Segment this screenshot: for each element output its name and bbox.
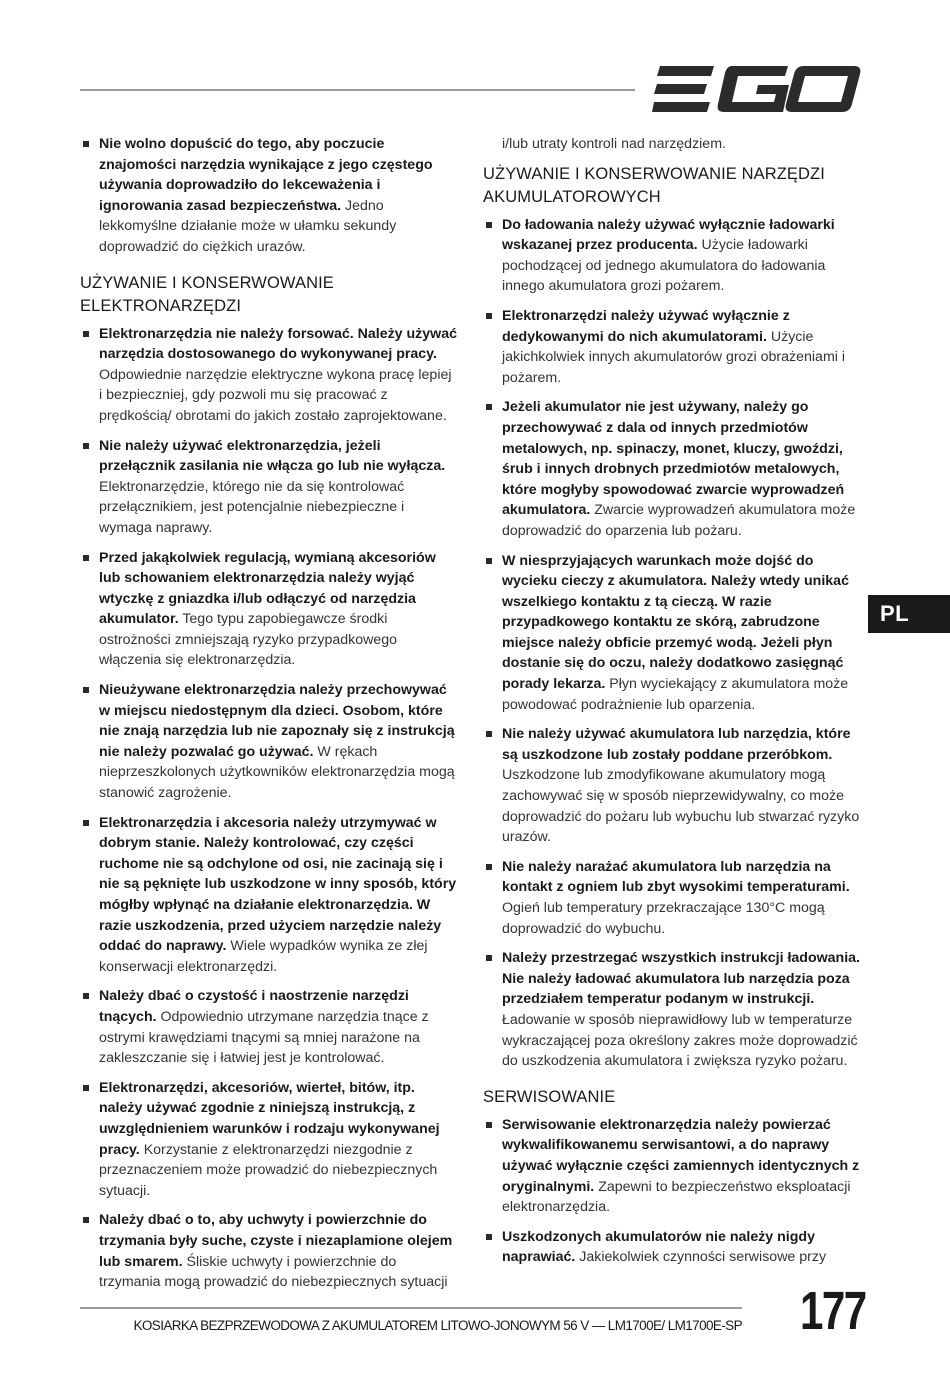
item-text: Ogień lub temperatury przekraczające 130°C mogą doprowadzić do wybuchu. bbox=[502, 900, 825, 937]
item-text: Uszkodzone lub zmodyfikowane akumulatory mogą zachowywać się w sposób nieprzewidywalny, co może doprowadzić do pożaru lub wybuchu lub stwarzać ryzyko urazów. bbox=[502, 767, 860, 846]
list-item bbox=[80, 134, 458, 258]
page-number: 177 bbox=[800, 1281, 866, 1341]
item-text: Śliskie uchwyty i powierzchnie do trzymania mogą prowadzić do niebezpiecznych sytuacji bbox=[99, 1253, 448, 1291]
item-text: Użycie ładowarki pochodzącej od jednego akumulatora do ładowania innego akumulatora grozi pożarem. bbox=[502, 237, 826, 295]
item-bold-text: Nie należy używać akumulatora lub narzędzia, które są uszkodzone lub zostały poddane przeróbkom. bbox=[502, 726, 851, 763]
item-bold-text: Należy dbać o czystość i naostrzenie narzędzi tnących. bbox=[99, 988, 409, 1025]
item-text: Zapewni to bezpieczeństwo eksploatacji elektronarzędzia. bbox=[502, 1178, 851, 1216]
item-text: Odpowiednie narzędzie elektryczne wykona pracę lepiej i bezpieczniej, gdy pozwoli mu się pracować z prędkością/ obrotami do jakich zostało zaprojektowane. bbox=[99, 366, 452, 424]
item-bold-text: Nieużywane elektronarzędzia należy przechowywać w miejscu niedostępnym dla dzieci. Osobom, które nie znają narzędzia lub nie zapoznały się z instrukcją nie należy pozwalać go używać. bbox=[99, 682, 455, 760]
item-bold-text: Elektronarzędzi, akcesoriów, wierteł, bitów, itp. należy używać zgodnie z niniejszą instrukcją, z uwzględnieniem warunków i rodzaju wykonywanej pracy. bbox=[99, 1079, 440, 1158]
item-bold-text: Przed jakąkolwiek regulacją, wymianą akcesoriów lub schowaniem elektronarzędzia należy wyjąć wtyczkę z gniazdka i/lub odłączyć od narzędzia akumulator. bbox=[99, 549, 436, 628]
item-text: Zwarcie wyprowadzeń akumulatora może doprowadzić do oparzenia lub pożaru. bbox=[502, 502, 856, 539]
list-item bbox=[483, 1115, 863, 1218]
item-text: Wiele wypadków wynika ze złej konserwacji elektronarzędzi. bbox=[99, 938, 428, 975]
continuation-text: i/lub utraty kontroli nad narzędziem. bbox=[502, 136, 726, 152]
language-tab: PL bbox=[868, 595, 950, 633]
item-text: Ładowanie w sposób nieprawidłowy lub w temperaturze wykraczającej poza określony zakres może doprowadzić do uszkodzenia akumulatora i zwiększa ryzyko pożaru. bbox=[502, 1011, 858, 1070]
list-item bbox=[80, 813, 458, 978]
right-column bbox=[483, 134, 863, 1277]
service-list bbox=[483, 1115, 863, 1268]
footer-title: KOSIARKA BEZPRZEWODOWA Z AKUMULATOREM LITOWO-JONOWYM 56 V — LM1700E/ LM1700E-SP bbox=[133, 1318, 742, 1333]
item-bold-text: Nie należy używać elektronarzędzia, jeżeli przełącznik zasilania nie włącza go lub nie wyłącza. bbox=[99, 437, 446, 475]
item-bold-text: Do ładowania należy używać wyłącznie ładowarki wskazanej przez producenta. bbox=[502, 216, 835, 254]
item-text: Użycie jakichkolwiek innych akumulatorów grozi obrażeniami i pożarem. bbox=[502, 328, 846, 386]
item-bold-text: Należy dbać o to, aby uchwyty i powierzchnie do trzymania były suche, czyste i niezaplamione olejem lub smarem. bbox=[99, 1212, 453, 1270]
list-item bbox=[80, 436, 458, 539]
item-text: Jedno lekkomyślne działanie może w ułamku sekundy doprowadzić do ciężkich urazów. bbox=[99, 197, 397, 255]
item-text: Korzystanie z elektronarzędzi niezgodnie z przeznaczeniem może prowadzić do niebezpiecznych sytuacji. bbox=[99, 1141, 438, 1199]
list-item bbox=[80, 1210, 458, 1292]
item-text: Płyn wyciekający z akumulatora może powodować podrażnienie lub oparzenia. bbox=[502, 676, 849, 713]
item-text: Elektronarzędzie, którego nie da się kontrolować przełącznikiem, jest potencjalnie niebezpieczne i wymaga naprawy. bbox=[99, 478, 405, 536]
list-item bbox=[80, 986, 458, 1068]
list-item bbox=[483, 1227, 863, 1268]
item-bold-text: Elektronarzędzia i akcesoria należy utrzymywać w dobrym stanie. Należy kontrolować, czy części ruchome nie są odchylone od osi, nie zacinają się i nie są pęknięte lub uszkodzone w inny sposób, który mógłby wpłynąć na działanie elektronarzędzia. W razie uszkodzenia, przed użyciem narzędzie należy oddać do naprawy. bbox=[99, 814, 457, 955]
item-bold-text: Jeżeli akumulator nie jest używany, należy go przechowywać z dala od innych przedmiotów metalowych, np. spinaczy, monet, kluczy, gwoździ, śrub i innych drobnych przedmiotów metalowych, które mogłyby spowodować zwarcie wyprowadzeń akumulatora. bbox=[502, 399, 845, 519]
section-title-power-tools: UŻYWANIE I KONSERWOWANIE ELEKTRONARZĘDZI bbox=[80, 273, 334, 315]
list-item bbox=[80, 680, 458, 804]
section-title-service: SERWISOWANIE bbox=[483, 1087, 616, 1106]
list-item bbox=[80, 548, 458, 672]
list-item bbox=[483, 215, 863, 297]
item-text: Odpowiednio utrzymane narzędzia tnące z ostrymi krawędziami tnącymi są mniej narażone na zakleszczanie się i łatwiej jest je kontrolować. bbox=[99, 1008, 429, 1067]
list-item bbox=[483, 724, 863, 848]
section-title-battery-tools: UŻYWANIE I KONSERWOWANIE NARZĘDZI AKUMULATOROWYCH bbox=[483, 164, 825, 206]
footer-rule bbox=[80, 1307, 742, 1309]
ego-logo bbox=[652, 64, 862, 114]
item-bold-text: Nie wolno dopuścić do tego, aby poczucie znajomości narzędzia wynikające z jego częstego używania doprowadziło do lekceważenia i ignorowania zasad bezpieczeństwa. bbox=[99, 136, 433, 214]
list-item bbox=[80, 1078, 458, 1202]
intro-list bbox=[80, 134, 458, 258]
item-text: Tego typu zapobiegawcze środki ostrożności zmniejszają ryzyko przypadkowego włączenia się elektronarzędzia. bbox=[99, 611, 398, 669]
list-item bbox=[80, 324, 458, 427]
item-bold-text: Elektronarzędzia nie należy forsować. Należy używać narzędzia dostosowanego do wykonywanej pracy. bbox=[99, 325, 457, 363]
battery-tools-list bbox=[483, 215, 863, 1072]
header-rule bbox=[80, 89, 635, 91]
item-bold-text: Nie należy narażać akumulatora lub narzędzia na kontakt z ogniem lub zbyt wysokimi temperaturami. bbox=[502, 858, 850, 896]
item-bold-text: Serwisowanie elektronarzędzia należy powierzać wykwalifikowanemu serwisantowi, a do naprawy używać wyłącznie części zamiennych identycznych z oryginalnymi. bbox=[502, 1116, 860, 1195]
item-bold-text: Należy przestrzegać wszystkich instrukcji ładowania. Nie należy ładować akumulatora lub narzędzia poza przedziałem temperatur podanym w instrukcji. bbox=[502, 950, 860, 1008]
list-item bbox=[483, 857, 863, 939]
item-bold-text: Uszkodzonych akumulatorów nie należy nigdy naprawiać. bbox=[502, 1228, 815, 1266]
list-item bbox=[483, 306, 863, 388]
power-tools-list bbox=[80, 324, 458, 1293]
list-item bbox=[483, 948, 863, 1072]
list-item bbox=[483, 397, 863, 541]
item-text: Jakiekolwiek czynności serwisowe przy bbox=[575, 1249, 827, 1266]
left-column bbox=[80, 134, 458, 1302]
item-bold-text: Elektronarzędzi należy używać wyłącznie z dedykowanymi do nich akumulatorami. bbox=[502, 307, 790, 345]
list-item bbox=[483, 551, 863, 716]
item-bold-text: W niesprzyjających warunkach może dojść do wycieku cieczy z akumulatora. Należy wtedy unikać wszelkiego kontaktu z tą cieczą. W razie przypadkowego kontaktu ze skórą, zabrudzone miejsce należy obficie przemyć wodą. Jeżeli płyn dostanie się do oczu, należy dodatkowo zasięgnąć porady lekarza. bbox=[502, 552, 849, 693]
item-text: W rękach nieprzeszkolonych użytkowników elektronarzędzia mogą stanowić zagrożenie. bbox=[99, 743, 455, 802]
